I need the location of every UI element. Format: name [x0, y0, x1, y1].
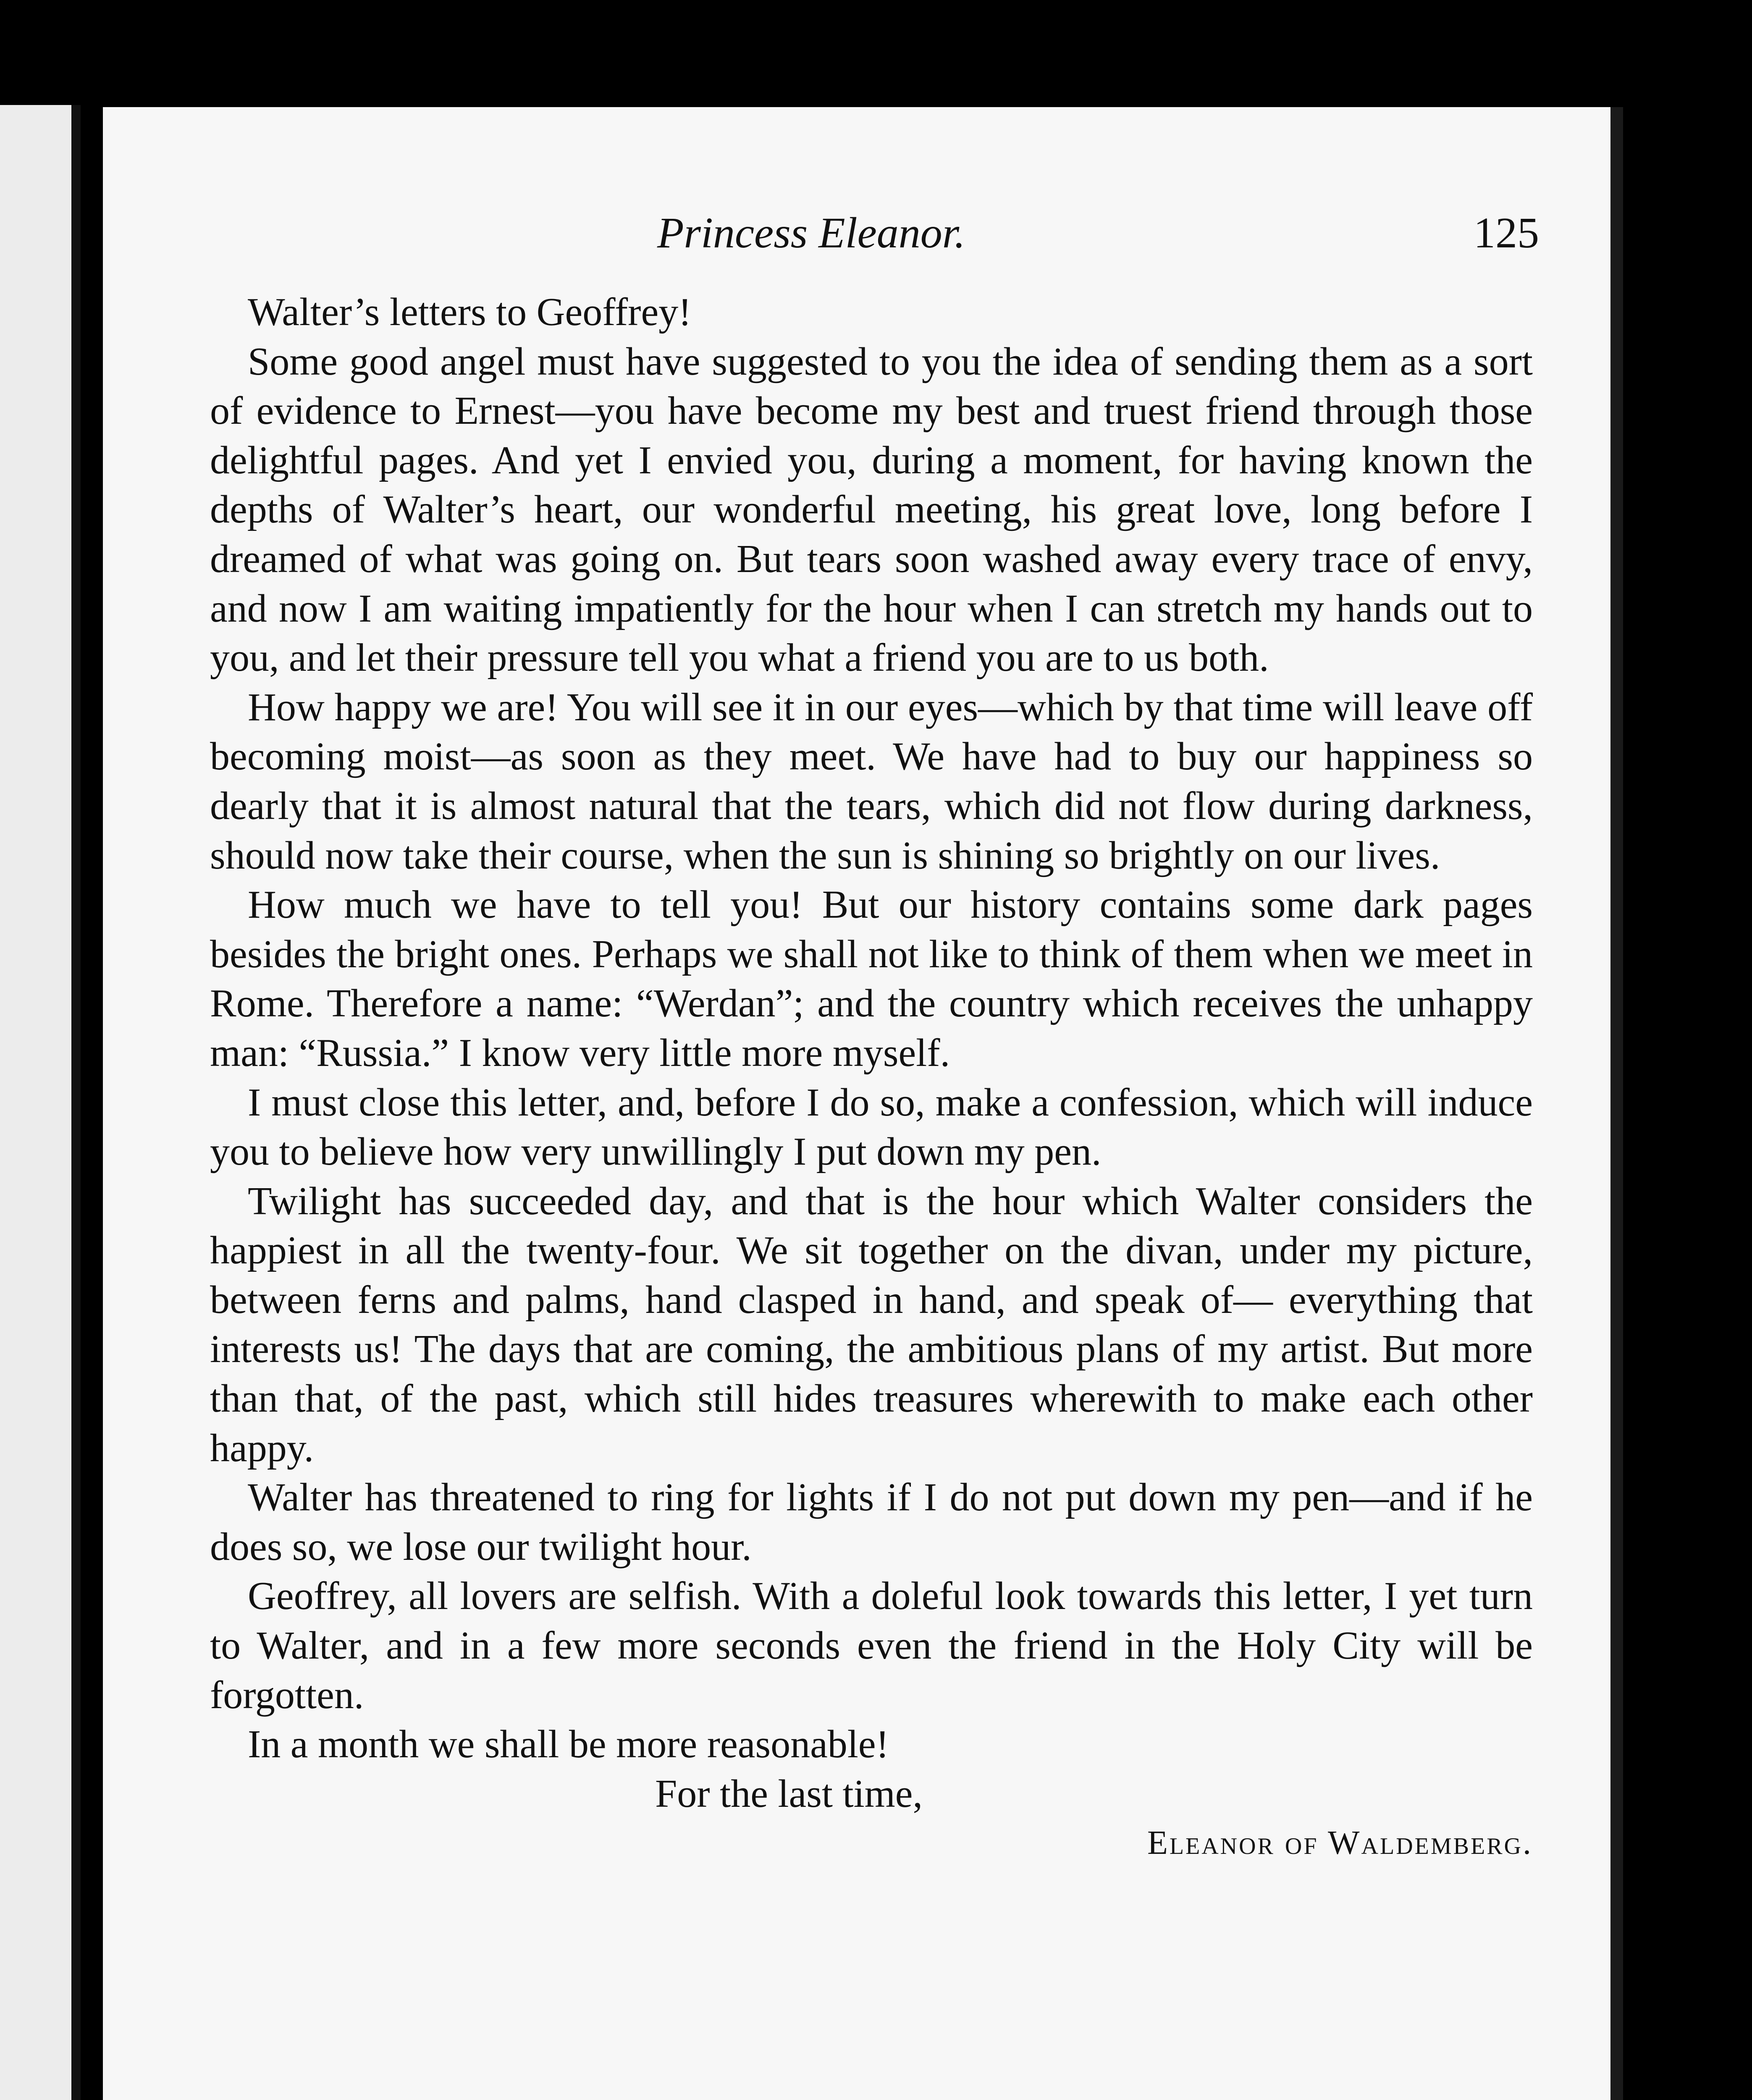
paragraph: Some good angel must have suggested to you the idea of sending them as a sort of evidence to Ernest—you have become my best and truest friend through those delightful pages. And yet I envied you, during a moment, for having known the depths of Walter’s heart, our wonderful meeting, his great love, long before I dreamed of what was going on. But tears soon washed away every trace of envy, and now I am waiting impatiently for the hour when I can stretch my hands out to you, and let their pressure tell you what a friend you are to us both. [210, 339, 1533, 680]
page-number: 125 [1474, 209, 1539, 257]
paragraph: In a month we shall be more reasonable! [248, 1722, 889, 1767]
facing-page-edge [0, 105, 81, 2100]
paragraph: I must close this letter, and, before I do so, make a confession, which will induce you to believe how very unwillingly I put down my pen. [210, 1080, 1533, 1174]
book-page [103, 107, 1610, 2100]
letter-closing: For the last time, [655, 1772, 923, 1816]
letter-signature: Eleanor of Waldemberg. [1147, 1824, 1533, 1862]
running-head [103, 208, 1610, 262]
running-title: Princess Eleanor. [657, 209, 965, 257]
paragraph: Walter has threatened to ring for lights if I do not put down my pen—and if he does so, we lose our twilight hour. [210, 1475, 1533, 1569]
paragraph: How happy we are! You will see it in our eyes—which by that time will leave off becoming moist—as soon as they meet. We have had to buy our happiness so dearly that it is almost natural that the tears, which did not flow during darkness, should now take their course, when the sun is shining so brightly on our lives. [210, 685, 1533, 877]
body-text [210, 288, 1533, 1868]
paragraph: Walter’s letters to Geoffrey! [248, 290, 692, 334]
paragraph: Twilight has succeeded day, and that is the hour which Walter considers the happiest in all the twenty-four. We sit together on the divan, under my picture, between ferns and palms, hand clasped in hand, and speak of— everything that interests us! The days that are coming, the ambitious plans of my artist. But more than that, of the past, which still hides treasures wherewith to make each other happy. [210, 1179, 1533, 1470]
paragraph: How much we have to tell you! But our history contains some dark pages besides the bright ones. Perhaps we shall not like to think of them when we meet in Rome. Therefore a name: “Werdan”; and the country which receives the unhappy man: “Russia.” I know very little more myself. [210, 883, 1533, 1075]
paragraph: Geoffrey, all lovers are selfish. With a doleful look towards this letter, I yet turn to Walter, and in a few more seconds even the friend in the Holy City will be forgotten. [210, 1574, 1533, 1717]
page-gutter-shadow [1610, 107, 1623, 2100]
